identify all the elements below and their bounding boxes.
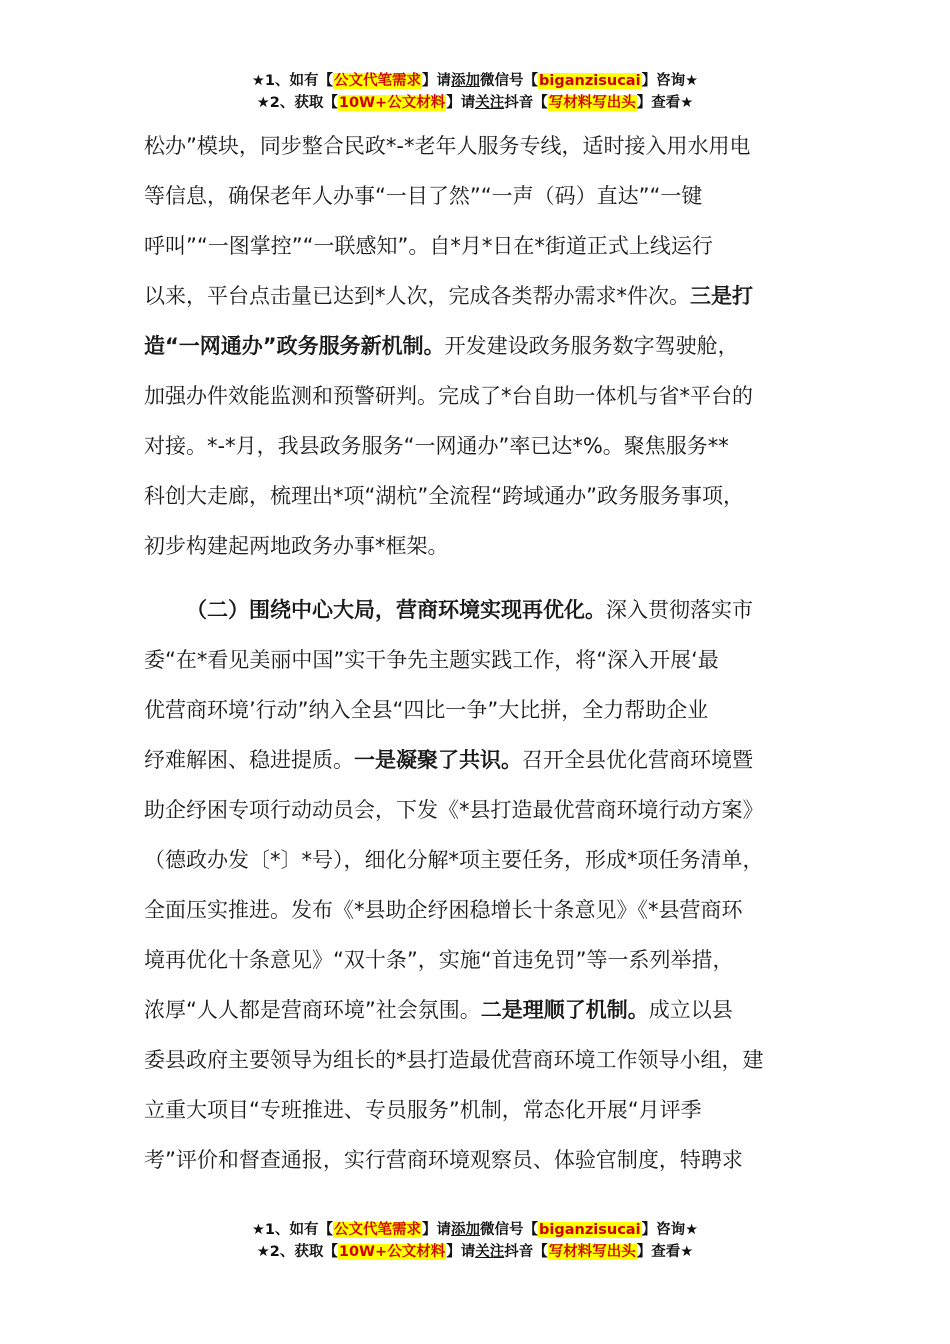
highlight-service: 公文代笔需求: [334, 1222, 422, 1238]
line-text: 境再优化十条意见》“双十条”，实施“首违免罚”等一系列举措，: [144, 948, 734, 972]
line-text: 呼叫”“一图掌控”“一联感知”。自*月*日在*街道正式上线运行: [144, 234, 713, 258]
banner-text: 】请: [446, 95, 476, 111]
body-line: [144, 985, 834, 1035]
line-bold-text: 一是凝聚了共识。: [354, 748, 522, 772]
body-line: [144, 635, 834, 685]
line-text: 初步构建起两地政务办事*框架。: [144, 534, 449, 558]
banner-text: 抖音【: [504, 1244, 548, 1260]
body-line: [144, 221, 834, 271]
line-text: 科创大走廊，梳理出*项“湖杭”全流程“跨域通办”政务服务事项，: [144, 484, 745, 508]
body-line: [144, 1035, 834, 1085]
banner-line-2: [0, 92, 950, 114]
banner-text-underlined: 关注: [475, 1244, 505, 1260]
line-text: 纾难解困、稳进提质。: [144, 748, 354, 772]
body-line: [144, 785, 834, 835]
line-text: 全面压实推进。发布《*县助企纾困稳增长十条意见》《*县营商环: [144, 898, 743, 922]
banner-text-underlined: 关注: [475, 95, 505, 111]
banner-text: 】咨询★: [641, 73, 699, 89]
line-text: 考”评价和督查通报，实行营商环境观察员、体验官制度，特聘求: [144, 1148, 743, 1172]
banner-text: 】查看★: [636, 95, 694, 111]
line-text: 等信息，确保老年人办事“一目了然”“一声（码）直达”“一键: [144, 184, 703, 208]
highlight-douyin: 写材料写出头: [548, 1244, 636, 1260]
line-text: 成立以县: [648, 998, 733, 1022]
line-text: 加强办件效能监测和预警研判。完成了*台自助一体机与省*平台的: [144, 384, 753, 408]
line-text: 开发建设政务服务数字驾驶舱，: [444, 334, 739, 358]
body-line: [144, 735, 834, 785]
body-line: [144, 171, 834, 221]
banner-text: 】请: [422, 1222, 452, 1238]
banner-text: 微信号【: [480, 73, 539, 89]
banner-text: ★1、如有【: [251, 73, 334, 89]
body-line: [144, 421, 834, 471]
body-line: [144, 1135, 834, 1185]
line-bold-text: 二是理顺了机制。: [480, 998, 649, 1022]
body-line: [144, 935, 834, 985]
paragraph-gap: [144, 571, 834, 585]
line-text: 立重大项目“专班推进、专员服务”机制，常态化开展“月评季: [144, 1098, 702, 1122]
banner-text: ★2、获取【: [256, 1244, 338, 1260]
highlight-wechat-id: biganzisucai: [539, 73, 641, 89]
body-line: [144, 121, 834, 171]
body-line: [144, 685, 834, 735]
body-line: [144, 521, 834, 571]
banner-line-1: [0, 70, 950, 92]
body-line: [144, 885, 834, 935]
line-text: 召开全县优化营商环境暨: [522, 748, 753, 772]
line-text: （德政办发〔*〕*号），细化分解*项主要任务，形成*项任务清单，: [144, 848, 764, 872]
body-line: [144, 271, 834, 321]
highlight-wechat-id: biganzisucai: [539, 1222, 641, 1238]
section-heading-line: [144, 585, 834, 635]
highlight-service: 公文代笔需求: [334, 73, 422, 89]
highlight-douyin: 写材料写出头: [548, 95, 636, 111]
line-bold-text: 三是打: [690, 284, 753, 308]
line-text: 浓厚“人人都是营商环境”社会氛围。: [144, 998, 481, 1022]
banner-line-1: [0, 1219, 950, 1241]
body-line: [144, 835, 834, 885]
footer-banner: [0, 1219, 950, 1263]
highlight-materials: 10W+公文材料: [338, 1244, 446, 1260]
banner-text: ★2、获取【: [256, 95, 338, 111]
header-banner: [0, 70, 950, 114]
banner-line-2: [0, 1241, 950, 1263]
highlight-materials: 10W+公文材料: [338, 95, 446, 111]
line-bold-text: 造“一网通办”政务服务新机制。: [144, 334, 445, 358]
line-text: 松办”模块，同步整合民政*-*老年人服务专线，适时接入用水用电: [144, 134, 751, 158]
body-line: [144, 471, 834, 521]
banner-text: 】咨询★: [641, 1222, 699, 1238]
body-line: [144, 1085, 834, 1135]
banner-text-underlined: 添加: [451, 73, 481, 89]
line-text: 委“在*看见美丽中国”实干争先主题实践工作，将“深入开展‘最: [144, 648, 719, 672]
banner-text: ★1、如有【: [251, 1222, 334, 1238]
line-text: 优营商环境’行动”纳入全县“四比一争”大比拼，全力帮助企业: [144, 698, 709, 722]
line-text: 委县政府主要领导为组长的*县打造最优营商环境工作领导小组，建: [144, 1048, 764, 1072]
line-text: 深入贯彻落实市: [606, 598, 753, 622]
banner-text: 】请: [446, 1244, 476, 1260]
line-text: 助企纾困专项行动动员会，下发《*县打造最优营商环境行动方案》: [144, 798, 764, 822]
line-text: 以来，平台点击量已达到*人次，完成各类帮办需求*件次。: [144, 284, 690, 308]
section-heading: （二）围绕中心大局，营商环境实现再优化。: [186, 598, 606, 622]
document-body: [144, 121, 834, 1185]
banner-text-underlined: 添加: [451, 1222, 481, 1238]
banner-text: 】请: [422, 73, 452, 89]
banner-text: 微信号【: [480, 1222, 539, 1238]
body-line: [144, 321, 834, 371]
banner-text: 】查看★: [636, 1244, 694, 1260]
body-line: [144, 371, 834, 421]
banner-text: 抖音【: [504, 95, 548, 111]
line-text: 对接。*-*月，我县政务服务“一网通办”率已达*%。聚焦服务**: [144, 434, 729, 458]
